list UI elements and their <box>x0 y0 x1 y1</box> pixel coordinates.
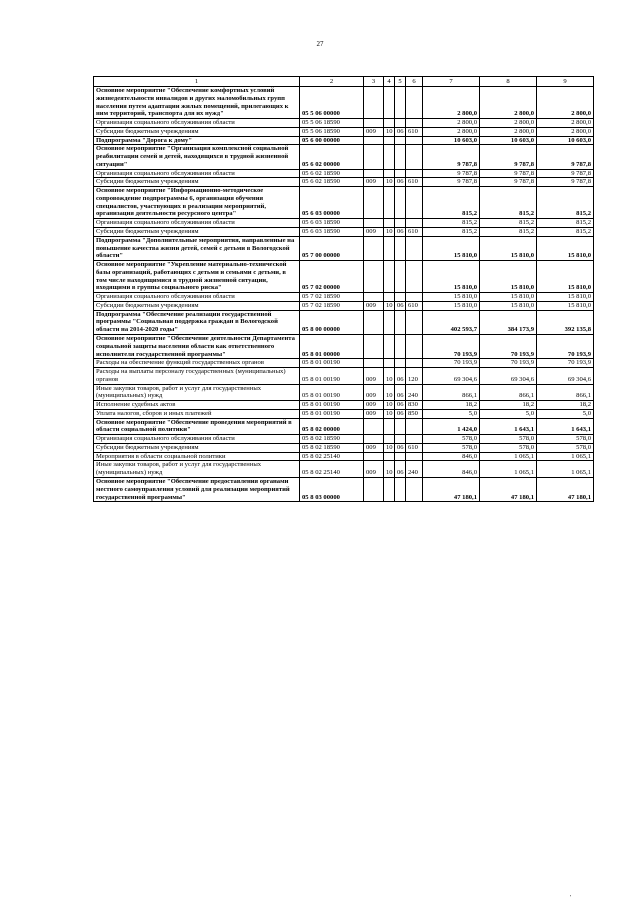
row-section-cell <box>384 359 395 368</box>
header-col-6: 6 <box>406 77 423 87</box>
table-row <box>94 293 594 302</box>
table-row <box>94 401 594 410</box>
row-type-cell: 850 <box>406 409 423 418</box>
row-value-col8-cell: 2 800,0 <box>480 127 537 136</box>
row-value-col9-cell: 815,2 <box>537 219 594 228</box>
row-value-col7-cell: 402 593,7 <box>423 310 480 334</box>
row-value-col7-cell: 846,0 <box>423 452 480 461</box>
row-code-cell: 05 6 03 00000 <box>300 187 364 219</box>
row-section-cell: 10 <box>384 443 395 452</box>
row-subsection-cell: 06 <box>395 368 406 385</box>
row-ministry-cell: 009 <box>364 368 384 385</box>
row-code-cell: 05 6 02 00000 <box>300 145 364 169</box>
row-value-col8-cell: 10 603,0 <box>480 136 537 145</box>
row-name-cell: Расходы на обеспечение функций государственных органов <box>94 359 300 368</box>
row-section-cell <box>384 477 395 501</box>
row-code-cell: 05 8 02 00000 <box>300 418 364 435</box>
row-value-col8-cell: 18,2 <box>480 401 537 410</box>
row-ministry-cell <box>364 310 384 334</box>
table-row <box>94 219 594 228</box>
row-ministry-cell <box>364 187 384 219</box>
table-row <box>94 169 594 178</box>
row-subsection-cell <box>395 145 406 169</box>
page-number: 27 <box>316 40 324 48</box>
row-name-cell: Иные закупки товаров, работ и услуг для государственных (муниципальных) нужд <box>94 384 300 401</box>
row-value-col7-cell: 815,2 <box>423 228 480 237</box>
row-value-col9-cell: 5,0 <box>537 409 594 418</box>
row-value-col8-cell: 2 800,0 <box>480 87 537 119</box>
row-subsection-cell <box>395 119 406 128</box>
row-value-col7-cell: 578,0 <box>423 435 480 444</box>
table-row <box>94 443 594 452</box>
row-value-col8-cell: 47 180,1 <box>480 477 537 501</box>
row-subsection-cell <box>395 293 406 302</box>
row-value-col7-cell: 1 424,0 <box>423 418 480 435</box>
row-ministry-cell <box>364 145 384 169</box>
row-value-col9-cell: 15 810,0 <box>537 236 594 260</box>
row-value-col8-cell: 9 787,8 <box>480 145 537 169</box>
row-value-col7-cell: 815,2 <box>423 187 480 219</box>
header-col-9: 9 <box>537 77 594 87</box>
header-col-2: 2 <box>300 77 364 87</box>
row-type-cell <box>406 169 423 178</box>
row-type-cell <box>406 310 423 334</box>
row-ministry-cell <box>364 334 384 358</box>
row-value-col8-cell: 5,0 <box>480 409 537 418</box>
row-subsection-cell <box>395 452 406 461</box>
table-row <box>94 418 594 435</box>
row-ministry-cell <box>364 119 384 128</box>
header-col-3: 3 <box>364 77 384 87</box>
row-subsection-cell: 06 <box>395 384 406 401</box>
row-ministry-cell: 009 <box>364 384 384 401</box>
row-code-cell: 05 7 02 00000 <box>300 261 364 293</box>
row-value-col9-cell: 15 810,0 <box>537 261 594 293</box>
row-name-cell: Основное мероприятие "Обеспечение комфортных условий жизнедеятельности инвалидов и других маломобильных групп населения путем адаптации жилых помещений, прилегающих к ним территорий, транспорта для их нужд" <box>94 87 300 119</box>
row-type-cell: 610 <box>406 127 423 136</box>
row-value-col7-cell: 846,0 <box>423 461 480 478</box>
row-name-cell: Основное мероприятие "Укрепление материально-технической базы организаций, работающих с детьми и семьями с детьми, в том числе находящимися в трудной жизненной ситуации, входящими в группы социального риска" <box>94 261 300 293</box>
table-row <box>94 384 594 401</box>
row-ministry-cell: 009 <box>364 228 384 237</box>
table-row <box>94 119 594 128</box>
row-subsection-cell: 06 <box>395 228 406 237</box>
row-ministry-cell <box>364 435 384 444</box>
header-col-7: 7 <box>423 77 480 87</box>
row-name-cell: Подпрограмма "Дорога к дому" <box>94 136 300 145</box>
row-value-col7-cell: 15 810,0 <box>423 293 480 302</box>
row-section-cell <box>384 187 395 219</box>
row-value-col9-cell: 578,0 <box>537 435 594 444</box>
row-value-col7-cell: 9 787,8 <box>423 178 480 187</box>
row-subsection-cell <box>395 359 406 368</box>
row-value-col9-cell: 866,1 <box>537 384 594 401</box>
row-section-cell: 10 <box>384 409 395 418</box>
row-subsection-cell: 06 <box>395 401 406 410</box>
row-subsection-cell <box>395 334 406 358</box>
header-row <box>94 77 594 87</box>
table-row <box>94 127 594 136</box>
row-type-cell <box>406 119 423 128</box>
row-subsection-cell: 06 <box>395 301 406 310</box>
table-row <box>94 261 594 293</box>
row-value-col8-cell: 69 304,6 <box>480 368 537 385</box>
row-ministry-cell: 009 <box>364 178 384 187</box>
row-code-cell: 05 8 02 25140 <box>300 452 364 461</box>
row-value-col8-cell: 866,1 <box>480 384 537 401</box>
bottom-mark: ' <box>570 895 572 901</box>
row-value-col7-cell: 578,0 <box>423 443 480 452</box>
table-body <box>94 87 594 502</box>
row-value-col9-cell: 70 193,9 <box>537 334 594 358</box>
row-value-col8-cell: 9 787,8 <box>480 169 537 178</box>
row-name-cell: Субсидии бюджетным учреждениям <box>94 178 300 187</box>
row-code-cell: 05 8 00 00000 <box>300 310 364 334</box>
row-section-cell: 10 <box>384 368 395 385</box>
row-ministry-cell <box>364 219 384 228</box>
row-subsection-cell: 06 <box>395 127 406 136</box>
row-type-cell <box>406 136 423 145</box>
row-value-col9-cell: 2 800,0 <box>537 87 594 119</box>
row-ministry-cell <box>364 293 384 302</box>
row-value-col8-cell: 815,2 <box>480 219 537 228</box>
row-name-cell: Организация социального обслуживания области <box>94 119 300 128</box>
row-value-col8-cell: 15 810,0 <box>480 261 537 293</box>
row-value-col8-cell: 1 065,1 <box>480 452 537 461</box>
row-ministry-cell: 009 <box>364 409 384 418</box>
row-value-col8-cell: 70 193,9 <box>480 359 537 368</box>
row-section-cell: 10 <box>384 384 395 401</box>
row-name-cell: Основное мероприятие "Обеспечение проведения мероприятий в области социальной политики" <box>94 418 300 435</box>
row-ministry-cell <box>364 359 384 368</box>
row-code-cell: 05 8 01 00190 <box>300 384 364 401</box>
row-value-col7-cell: 10 603,0 <box>423 136 480 145</box>
row-value-col9-cell: 2 800,0 <box>537 119 594 128</box>
row-subsection-cell <box>395 435 406 444</box>
table-row <box>94 435 594 444</box>
row-name-cell: Организация социального обслуживания области <box>94 435 300 444</box>
row-code-cell: 05 6 02 18590 <box>300 178 364 187</box>
row-value-col9-cell: 815,2 <box>537 187 594 219</box>
row-type-cell <box>406 145 423 169</box>
table-row <box>94 368 594 385</box>
row-type-cell <box>406 261 423 293</box>
row-value-col7-cell: 18,2 <box>423 401 480 410</box>
row-value-col8-cell: 1 643,1 <box>480 418 537 435</box>
row-code-cell: 05 5 06 00000 <box>300 87 364 119</box>
row-value-col8-cell: 384 173,9 <box>480 310 537 334</box>
row-value-col7-cell: 866,1 <box>423 384 480 401</box>
table-row <box>94 145 594 169</box>
row-value-col9-cell: 9 787,8 <box>537 145 594 169</box>
row-code-cell: 05 8 01 00190 <box>300 401 364 410</box>
row-name-cell: Основное мероприятие "Обеспечение деятельности Департамента социальной защиты населения области как ответственного исполнителя государственной программы" <box>94 334 300 358</box>
row-ministry-cell: 009 <box>364 127 384 136</box>
row-value-col8-cell: 2 800,0 <box>480 119 537 128</box>
row-ministry-cell <box>364 261 384 293</box>
row-value-col8-cell: 70 193,9 <box>480 334 537 358</box>
row-name-cell: Иные закупки товаров, работ и услуг для государственных (муниципальных) нужд <box>94 461 300 478</box>
row-name-cell: Основное мероприятие "Информационно-методическое сопровождение подпрограммы 6, организация обучения специалистов, участвующих в реализации мероприятий, организация деятельности ресурсного центра" <box>94 187 300 219</box>
table-row <box>94 178 594 187</box>
budget-table <box>93 76 594 502</box>
row-value-col9-cell: 70 193,9 <box>537 359 594 368</box>
table-row <box>94 359 594 368</box>
row-subsection-cell <box>395 87 406 119</box>
row-code-cell: 05 6 03 18590 <box>300 228 364 237</box>
row-name-cell: Подпрограмма "Обеспечение реализации государственной программы "Социальная поддержка граждан в Вологодской области на 2014-2020 годы" <box>94 310 300 334</box>
row-subsection-cell: 06 <box>395 443 406 452</box>
row-type-cell: 120 <box>406 368 423 385</box>
row-name-cell: Организация социального обслуживания области <box>94 219 300 228</box>
table-row <box>94 87 594 119</box>
row-section-cell: 10 <box>384 127 395 136</box>
row-value-col7-cell: 815,2 <box>423 219 480 228</box>
row-section-cell <box>384 136 395 145</box>
row-code-cell: 05 7 00 00000 <box>300 236 364 260</box>
row-subsection-cell: 06 <box>395 178 406 187</box>
row-type-cell <box>406 477 423 501</box>
row-value-col9-cell: 1 643,1 <box>537 418 594 435</box>
row-type-cell <box>406 236 423 260</box>
row-type-cell <box>406 452 423 461</box>
row-name-cell: Расходы на выплаты персоналу государственных (муниципальных) органов <box>94 368 300 385</box>
row-ministry-cell <box>364 477 384 501</box>
row-subsection-cell: 06 <box>395 461 406 478</box>
row-type-cell <box>406 293 423 302</box>
table-row <box>94 310 594 334</box>
row-value-col7-cell: 9 787,8 <box>423 169 480 178</box>
table-row <box>94 409 594 418</box>
row-section-cell <box>384 435 395 444</box>
row-type-cell: 610 <box>406 301 423 310</box>
row-ministry-cell <box>364 452 384 461</box>
row-subsection-cell <box>395 187 406 219</box>
row-name-cell: Субсидии бюджетным учреждениям <box>94 228 300 237</box>
header-col-5: 5 <box>395 77 406 87</box>
row-type-cell <box>406 334 423 358</box>
row-code-cell: 05 8 03 00000 <box>300 477 364 501</box>
row-type-cell <box>406 418 423 435</box>
table-row <box>94 452 594 461</box>
row-name-cell: Субсидии бюджетным учреждениям <box>94 443 300 452</box>
row-section-cell <box>384 452 395 461</box>
row-code-cell: 05 8 02 25140 <box>300 461 364 478</box>
row-type-cell: 610 <box>406 443 423 452</box>
row-subsection-cell <box>395 477 406 501</box>
row-value-col7-cell: 70 193,9 <box>423 334 480 358</box>
row-code-cell: 05 8 01 00000 <box>300 334 364 358</box>
budget-table-container <box>93 76 593 502</box>
row-value-col9-cell: 47 180,1 <box>537 477 594 501</box>
table-row <box>94 136 594 145</box>
table-row <box>94 228 594 237</box>
row-value-col9-cell: 1 065,1 <box>537 461 594 478</box>
row-value-col7-cell: 69 304,6 <box>423 368 480 385</box>
row-value-col7-cell: 5,0 <box>423 409 480 418</box>
row-ministry-cell: 009 <box>364 443 384 452</box>
row-value-col8-cell: 15 810,0 <box>480 301 537 310</box>
row-section-cell: 10 <box>384 301 395 310</box>
row-code-cell: 05 8 01 00190 <box>300 409 364 418</box>
row-ministry-cell <box>364 236 384 260</box>
row-name-cell: Уплата налогов, сборов и иных платежей <box>94 409 300 418</box>
header-col-4: 4 <box>384 77 395 87</box>
header-col-8: 8 <box>480 77 537 87</box>
row-section-cell: 10 <box>384 178 395 187</box>
row-value-col9-cell: 15 810,0 <box>537 301 594 310</box>
row-section-cell: 10 <box>384 228 395 237</box>
row-type-cell <box>406 219 423 228</box>
row-type-cell: 240 <box>406 461 423 478</box>
row-section-cell <box>384 236 395 260</box>
row-value-col9-cell: 815,2 <box>537 228 594 237</box>
row-ministry-cell <box>364 136 384 145</box>
row-value-col8-cell: 9 787,8 <box>480 178 537 187</box>
row-name-cell: Основное мероприятие "Организация комплексной социальной реабилитации семей и детей, находящихся в трудной жизненной ситуации" <box>94 145 300 169</box>
row-type-cell: 610 <box>406 178 423 187</box>
row-section-cell <box>384 310 395 334</box>
row-section-cell: 10 <box>384 461 395 478</box>
row-name-cell: Исполнение судебных актов <box>94 401 300 410</box>
row-section-cell <box>384 261 395 293</box>
row-code-cell: 05 6 02 18590 <box>300 169 364 178</box>
row-value-col8-cell: 578,0 <box>480 443 537 452</box>
row-name-cell: Подпрограмма "Дополнительные мероприятия, направленные на повышение качества жизни детей, семей с детьми в Вологодской области" <box>94 236 300 260</box>
row-value-col8-cell: 15 810,0 <box>480 236 537 260</box>
row-value-col7-cell: 9 787,8 <box>423 145 480 169</box>
row-name-cell: Субсидии бюджетным учреждениям <box>94 127 300 136</box>
row-ministry-cell: 009 <box>364 401 384 410</box>
table-row <box>94 301 594 310</box>
row-code-cell: 05 8 01 00190 <box>300 359 364 368</box>
row-value-col9-cell: 10 603,0 <box>537 136 594 145</box>
row-ministry-cell <box>364 87 384 119</box>
row-ministry-cell <box>364 169 384 178</box>
row-value-col7-cell: 15 810,0 <box>423 236 480 260</box>
row-subsection-cell <box>395 418 406 435</box>
row-name-cell: Субсидии бюджетным учреждениям <box>94 301 300 310</box>
row-subsection-cell <box>395 261 406 293</box>
row-type-cell: 240 <box>406 384 423 401</box>
row-name-cell: Организация социального обслуживания области <box>94 169 300 178</box>
row-value-col8-cell: 815,2 <box>480 187 537 219</box>
row-section-cell <box>384 87 395 119</box>
row-section-cell <box>384 334 395 358</box>
row-subsection-cell <box>395 219 406 228</box>
table-row <box>94 334 594 358</box>
row-value-col9-cell: 69 304,6 <box>537 368 594 385</box>
row-value-col7-cell: 70 193,9 <box>423 359 480 368</box>
row-subsection-cell <box>395 169 406 178</box>
table-row <box>94 236 594 260</box>
row-section-cell: 10 <box>384 401 395 410</box>
row-section-cell <box>384 418 395 435</box>
row-value-col7-cell: 15 810,0 <box>423 301 480 310</box>
row-section-cell <box>384 169 395 178</box>
row-value-col7-cell: 2 800,0 <box>423 87 480 119</box>
row-ministry-cell: 009 <box>364 461 384 478</box>
row-subsection-cell <box>395 136 406 145</box>
row-section-cell <box>384 293 395 302</box>
table-row <box>94 187 594 219</box>
row-type-cell <box>406 187 423 219</box>
row-value-col7-cell: 15 810,0 <box>423 261 480 293</box>
row-ministry-cell: 009 <box>364 301 384 310</box>
row-value-col8-cell: 815,2 <box>480 228 537 237</box>
row-code-cell: 05 5 06 18590 <box>300 119 364 128</box>
row-value-col8-cell: 1 065,1 <box>480 461 537 478</box>
row-name-cell: Организация социального обслуживания области <box>94 293 300 302</box>
row-value-col7-cell: 47 180,1 <box>423 477 480 501</box>
row-section-cell <box>384 119 395 128</box>
row-value-col9-cell: 392 135,8 <box>537 310 594 334</box>
row-value-col7-cell: 2 800,0 <box>423 119 480 128</box>
row-code-cell: 05 6 00 00000 <box>300 136 364 145</box>
row-value-col8-cell: 578,0 <box>480 435 537 444</box>
row-value-col9-cell: 9 787,8 <box>537 178 594 187</box>
row-type-cell: 830 <box>406 401 423 410</box>
header-col-1: 1 <box>94 77 300 87</box>
table-row <box>94 461 594 478</box>
row-value-col9-cell: 578,0 <box>537 443 594 452</box>
row-code-cell: 05 6 03 18590 <box>300 219 364 228</box>
row-value-col9-cell: 2 800,0 <box>537 127 594 136</box>
row-value-col9-cell: 1 065,1 <box>537 452 594 461</box>
row-subsection-cell <box>395 310 406 334</box>
row-section-cell <box>384 145 395 169</box>
row-code-cell: 05 5 06 18590 <box>300 127 364 136</box>
row-type-cell <box>406 87 423 119</box>
row-code-cell: 05 8 02 18590 <box>300 443 364 452</box>
row-type-cell <box>406 359 423 368</box>
row-name-cell: Основное мероприятие "Обеспечение предоставления органами местного самоуправления условий для реализации мероприятий государственной программы" <box>94 477 300 501</box>
row-subsection-cell <box>395 236 406 260</box>
row-subsection-cell: 06 <box>395 409 406 418</box>
row-section-cell <box>384 219 395 228</box>
row-value-col9-cell: 18,2 <box>537 401 594 410</box>
row-value-col8-cell: 15 810,0 <box>480 293 537 302</box>
row-ministry-cell <box>364 418 384 435</box>
row-type-cell <box>406 435 423 444</box>
row-code-cell: 05 7 02 18590 <box>300 301 364 310</box>
table-row <box>94 477 594 501</box>
row-type-cell: 610 <box>406 228 423 237</box>
row-value-col7-cell: 2 800,0 <box>423 127 480 136</box>
row-value-col9-cell: 15 810,0 <box>537 293 594 302</box>
row-value-col9-cell: 9 787,8 <box>537 169 594 178</box>
row-name-cell: Мероприятия в области социальной политики <box>94 452 300 461</box>
row-code-cell: 05 8 01 00190 <box>300 368 364 385</box>
row-code-cell: 05 7 02 18590 <box>300 293 364 302</box>
row-code-cell: 05 8 02 18590 <box>300 435 364 444</box>
